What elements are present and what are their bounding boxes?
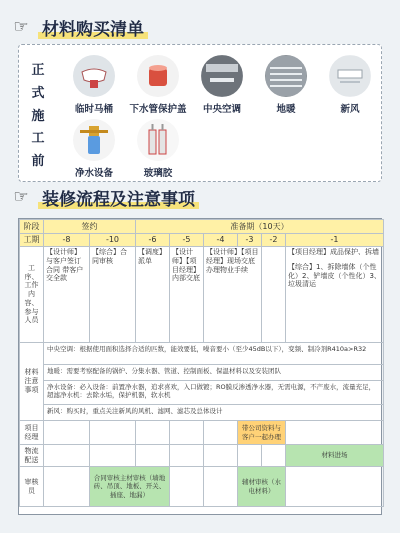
process-title: 装修流程及注意事项 (38, 185, 199, 210)
material-label: 中央空调 (202, 104, 241, 115)
materials-side-label (25, 59, 51, 169)
period-cell: -8 (44, 234, 90, 247)
air-conditioner-icon (201, 55, 243, 97)
materials-card (18, 44, 382, 182)
prep-label: 准备期（10天） (136, 220, 384, 234)
pipe-cover-icon (137, 55, 179, 97)
side-char: 施 (31, 108, 45, 124)
material-item (63, 119, 125, 179)
period-cell: -3 (238, 234, 262, 247)
fresh-air-icon (329, 55, 371, 97)
material-item (191, 55, 253, 115)
stage-label: 阶段 (20, 220, 44, 234)
work-label: 工序、工作内容、参与人员 (20, 247, 44, 343)
pm-note: 带公司资料与客户一起办理 (238, 421, 286, 445)
process-section-title (10, 184, 199, 210)
side-char: 工 (31, 131, 45, 147)
pm-label: 项目经理 (20, 421, 44, 445)
material-label: 下水管保护盖 (129, 104, 187, 115)
water-filter-icon (73, 119, 115, 161)
schedule-table (18, 218, 382, 515)
period-cell: -6 (136, 234, 170, 247)
material-item (63, 55, 125, 115)
work-cell-pm: 【项目经理】成品保护、拆墙 (288, 248, 379, 256)
material-item (319, 55, 381, 115)
logistics-note: 材料进场 (286, 445, 384, 467)
floor-heating-icon (265, 55, 307, 97)
side-char: 前 (31, 154, 45, 169)
work-cell: 【调度】派单 (136, 247, 170, 343)
material-item (255, 55, 317, 115)
material-label: 玻璃胶 (143, 168, 173, 179)
period-cell: -5 (170, 234, 204, 247)
work-cell: 【设计师】【项目经理】内部交底 (170, 247, 204, 343)
review-note-main: 合同审核主材审核（墙地砖、吊顶、地板、开关、插座、地漏） (90, 467, 170, 507)
work-cell: 【综合】合同审核 (90, 247, 136, 343)
work-cell-last (286, 247, 384, 343)
material-label: 地暖 (276, 104, 296, 115)
period-cell: -4 (204, 234, 238, 247)
period-cell: -1 (286, 234, 384, 247)
period-cell: -10 (90, 234, 136, 247)
review-label: 审核员 (20, 467, 44, 507)
work-cell: 【设计师】与客户签订合同 带客户交全款 (44, 247, 90, 343)
materials-grid (63, 53, 379, 179)
note-water: 净水设备：必入设备：前置净水器，追求喜欢，入口做镀；RO膜反渗透净水器，无需电源，不产废水，流量充足，超滤净水机：去除水垢，保护机器，软水机 (44, 381, 384, 405)
logistics-label: 物流配送 (20, 445, 44, 467)
pointing-hand-icon: ☞ (13, 186, 29, 207)
work-cell-general: 【综合】1、拆除墙体（个性化）2、铲墙皮（个性化）3、垃圾清运 (288, 262, 381, 289)
glass-glue-icon (137, 119, 179, 161)
pointing-hand-icon: ☞ (13, 16, 29, 37)
period-label: 工期 (20, 234, 44, 247)
note-ac: 中央空调：根据使用面积选择合适的匹数，能效要低，噪音要小（至少45dB以下），变频、制冷剂R410a>R32 (44, 343, 384, 365)
toilet-icon (73, 55, 115, 97)
material-label: 临时马桶 (74, 104, 113, 115)
review-note-aux: 辅材审核（水电材料） (238, 467, 286, 507)
note-heating: 地暖：需要考察配备的锅炉、分集水器、管道、控制面板、保温材料以及安装团队 (44, 365, 384, 381)
material-item (127, 55, 189, 115)
material-label: 新风 (340, 104, 360, 115)
material-label: 净水设备 (74, 168, 113, 179)
period-cell: -2 (262, 234, 286, 247)
material-item (127, 119, 189, 179)
side-char: 式 (31, 85, 45, 101)
notes-label: 材料注意事项 (20, 343, 44, 421)
materials-title: 材料购买清单 (38, 15, 148, 40)
work-cell: 【设计师】【项目经理】现场交底办理物业手续 (204, 247, 262, 343)
materials-section-title (10, 14, 148, 40)
side-char: 正 (31, 63, 45, 78)
note-fresh: 新风：购买时，重点关注新风的风机、滤网、滤芯及总体设计 (44, 405, 384, 421)
sign-label: 签约 (44, 220, 136, 234)
